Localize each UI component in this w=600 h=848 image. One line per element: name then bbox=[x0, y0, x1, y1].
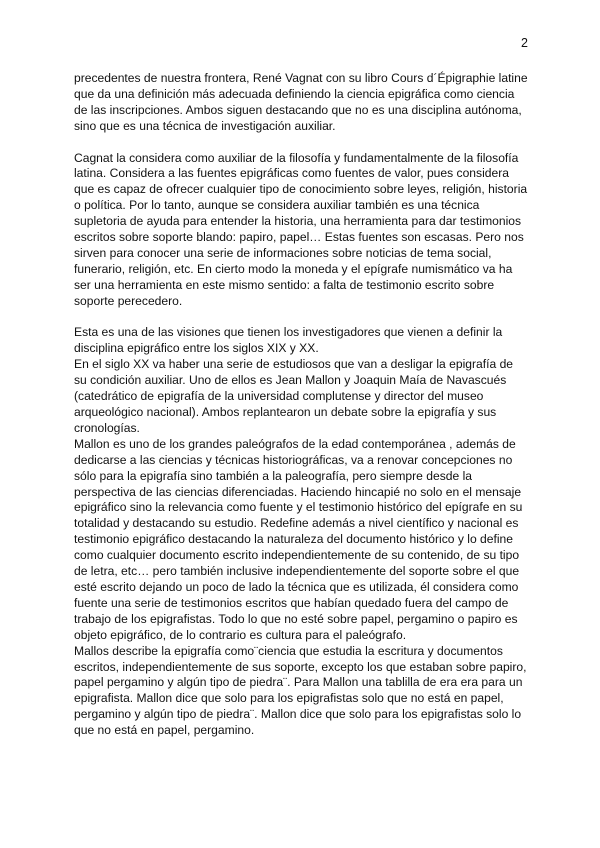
text-line: arqueológico nacional). Ambos replantearon un debate sobre la epigrafía y sus bbox=[74, 405, 497, 419]
text-line: objeto epigráfico, de lo contrario es cultura para el paleógrafo. bbox=[74, 627, 407, 642]
text-line: Mallos describe la epigrafía como¨ciencia que estudia la escritura y documentos bbox=[74, 643, 503, 658]
paragraph-spacer bbox=[74, 310, 532, 326]
text-line: testimonio epigráfico destacando la naturaleza del documento histórico y lo define bbox=[74, 532, 514, 547]
text-line: o política. Por lo tanto, aunque se considera auxiliar también es una técnica bbox=[74, 198, 480, 213]
text-line: latina. Considera a las fuentes epigráficas como fuentes de valor, pues considera bbox=[74, 166, 509, 181]
text-line: supletoria de ayuda para entender la historia, una herramienta para dar testimonios bbox=[74, 214, 522, 229]
text-line: disciplina epigráfico entre los siglos XIX y XX. bbox=[74, 341, 319, 356]
text-line: escritos sobre soporte blando: papiro, papel… Estas fuentes son escasas. Pero nos bbox=[74, 230, 524, 245]
text-line: su condición auxiliar. Uno de ellos es Jean Mallon y Joaquin Maía de Navascués bbox=[74, 373, 507, 388]
text-line: trabajo de los epigrafistas. Todo lo que no esté sobre papel, pergamino o papiro es bbox=[74, 611, 518, 626]
paragraph-2 bbox=[74, 151, 532, 310]
text-line: de las inscripciones. Ambos siguen destacando que no es una disciplina autónoma, bbox=[74, 102, 522, 117]
paragraph-spacer bbox=[74, 135, 532, 151]
text-line: que es capaz de ofrecer cualquier tipo de conocimiento sobre leyes, religión, historia bbox=[74, 182, 528, 197]
text-line: epigrafista. Mallon dice que solo para los epigrafistas solo que no está en papel, bbox=[74, 691, 504, 706]
paragraph-1 bbox=[74, 71, 532, 135]
text-line: funerario, religión, etc. En cierto modo la moneda y el epígrafe numismático va ha bbox=[74, 261, 513, 276]
text-line: Cagnat la considera como auxiliar de la filosofía y fundamentalmente de la filosofía bbox=[74, 150, 519, 165]
text-line: pergamino y algún tipo de piedra¨. Mallon dice que solo para los epigrafistas solo lo bbox=[74, 707, 522, 722]
text-line: ser una herramienta en este mismo sentido: a falta de testimonio escrito sobre bbox=[74, 277, 495, 292]
text-line: sino que es una técnica de investigación auxiliar. bbox=[74, 118, 336, 133]
text-line: sirven para conocer una serie de informaciones sobre noticias de tema social, bbox=[74, 245, 492, 260]
text-line: Mallon es uno de los grandes paleógrafos de la edad contemporánea , además de bbox=[74, 436, 516, 451]
text-line: (catedrático de epigrafía de la universidad complutense y director del museo bbox=[74, 389, 484, 404]
text-line: como cualquier documento escrito independientemente de su contenido, de su tipo bbox=[74, 548, 520, 563]
text-line: esté escrito dejando un poco de lado la técnica que es utilizada, él considera como bbox=[74, 579, 519, 594]
text-line: perspectiva de las ciencias diferenciadas. Haciendo hincapié no solo en el mensaje bbox=[74, 484, 522, 499]
text-line: cronologías. bbox=[74, 420, 140, 435]
text-line: totalidad y destacando su estudio. Redefine además a nivel científico y nacional es bbox=[74, 516, 519, 531]
text-line: epigráfico sino la relevancia como fuente y el testimonio histórico del epígrafe en su bbox=[74, 500, 523, 515]
text-line: que no está en papel, pergamino. bbox=[74, 723, 255, 738]
page-number: 2 bbox=[521, 36, 528, 50]
document-body bbox=[74, 71, 532, 739]
text-line: fuente una serie de testimonios escritos que habían quedado fuera del campo de bbox=[74, 595, 509, 610]
text-line: dedicarse a las ciencias y técnicas historiográficas, va a renovar concepciones no bbox=[74, 452, 513, 467]
text-line: soporte perecedero. bbox=[74, 293, 183, 308]
text-line: que da una definición más adecuada definiendo la ciencia epigráfica como ciencia bbox=[74, 86, 515, 101]
text-line: de letra, etc… pero también inclusive independientemente del soporte sobre el que bbox=[74, 564, 520, 579]
text-line: papel pergamino y algún tipo de piedra¨. Para Mallon una tablilla de era era para un bbox=[74, 675, 523, 690]
text-line: sólo para la epigrafía sino también a la paleografía, pero siempre desde la bbox=[74, 468, 472, 483]
text-line: En el siglo XX va haber una serie de estudiosos que van a desligar la epigrafía de bbox=[74, 357, 514, 372]
text-line: escritos, independientemente de sus soporte, excepto los que estaban sobre papiro, bbox=[74, 659, 527, 674]
text-line: Esta es una de las visiones que tienen los investigadores que vienen a definir la bbox=[74, 325, 503, 340]
paragraph-3 bbox=[74, 325, 532, 739]
text-line: precedentes de nuestra frontera, René Vagnat con su libro Cours d´Épigraphie latine bbox=[74, 71, 528, 85]
